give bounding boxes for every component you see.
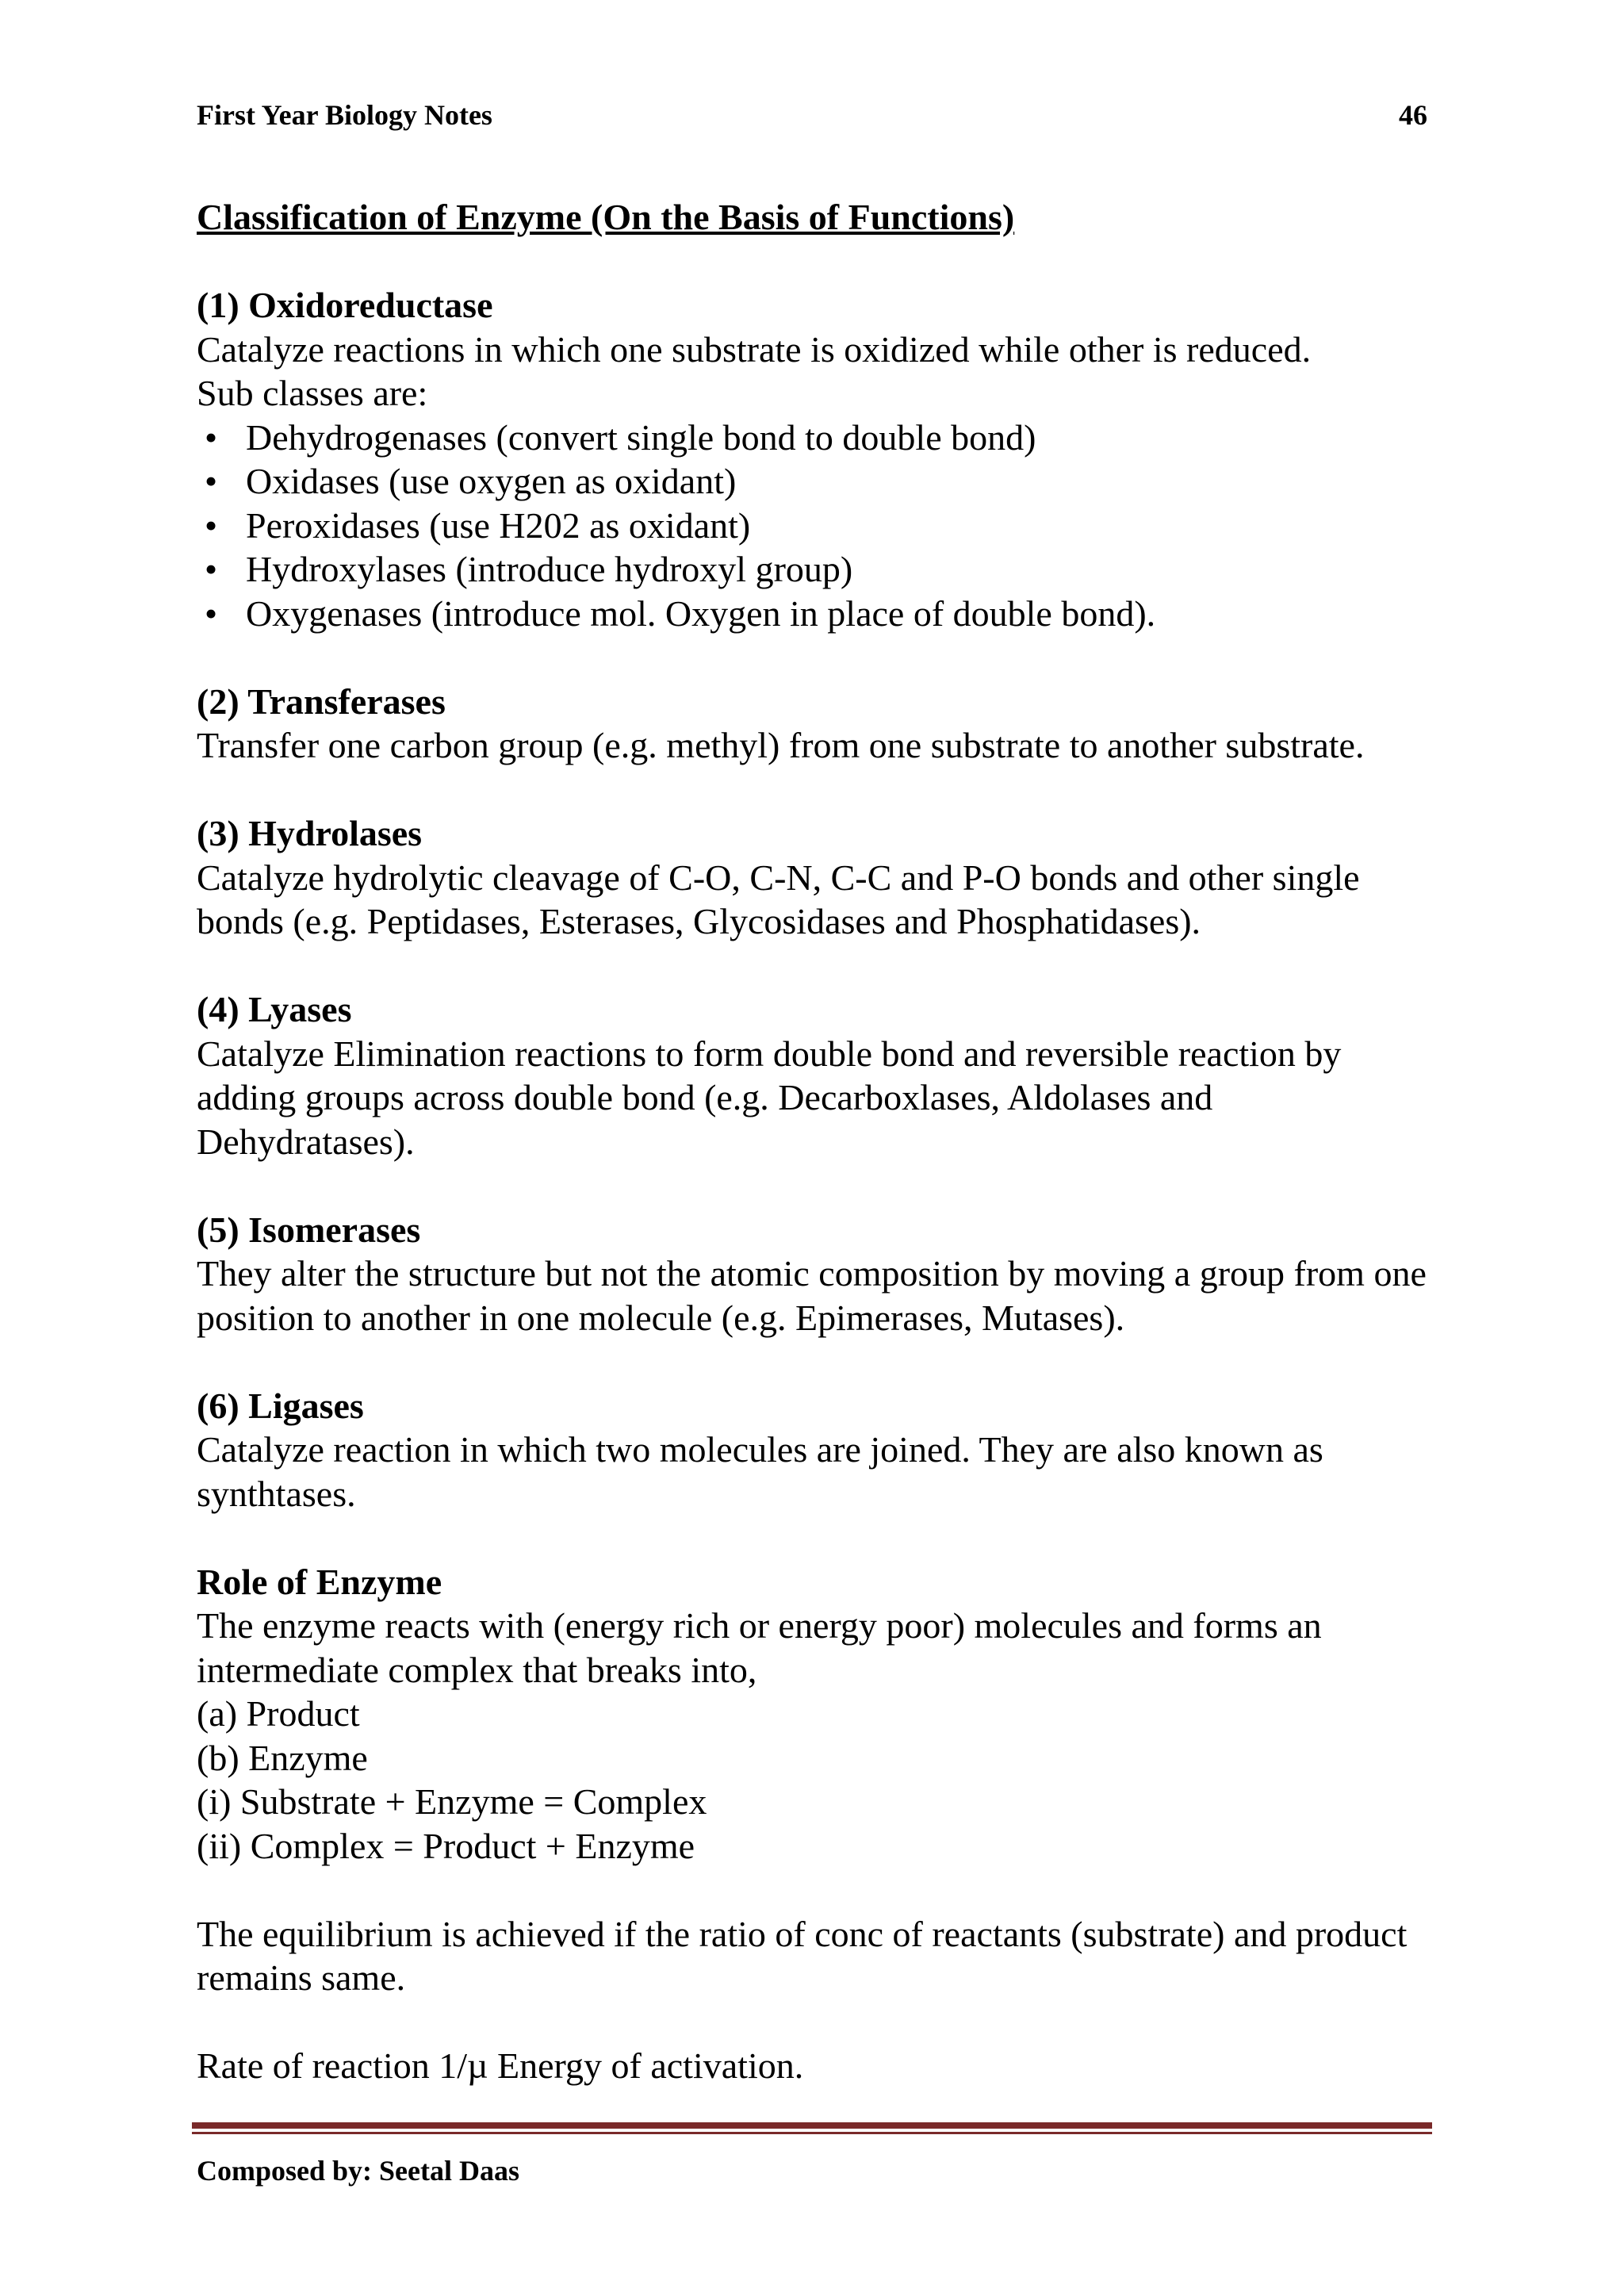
section-text: Catalyze reactions in which one substrate is oxidized while other is reduced.: [197, 328, 1312, 370]
list-item: • Oxidases (use oxygen as oxidant): [197, 459, 1434, 504]
role-line: (b) Enzyme: [197, 1737, 368, 1778]
section-title: Classification of Enzyme (On the Basis of Functions): [197, 197, 1015, 237]
header-title: First Year Biology Notes: [197, 99, 492, 131]
footer-author: Composed by: Seetal Daas: [197, 2155, 520, 2187]
section-heading: (6) Ligases: [197, 1385, 364, 1426]
section-heading: (3) Hydrolases: [197, 813, 423, 853]
subclasses-label: Sub classes are:: [197, 373, 428, 413]
section-role-of-enzyme: [197, 1560, 1434, 1869]
page-content: [197, 195, 1434, 2132]
section-text: Transfer one carbon group (e.g. methyl) from one substrate to another substrate.: [197, 725, 1365, 765]
section-ligases: [197, 1384, 1434, 1516]
footer-divider-thin: [192, 2132, 1432, 2134]
list-item: • Hydroxylases (introduce hydroxyl group): [197, 547, 1434, 592]
list-item: • Peroxidases (use H202 as oxidant): [197, 504, 1434, 548]
section-heading: (5) Isomerases: [197, 1209, 421, 1250]
section-heading: Role of Enzyme: [197, 1561, 442, 1602]
section-text: Catalyze reaction in which two molecules are joined. They are also known as synthtases.: [197, 1429, 1323, 1514]
section-heading: (4) Lyases: [197, 989, 352, 1029]
paragraph-text: The equilibrium is achieved if the ratio of conc of reactants (substrate) and product remains same.: [197, 1913, 1408, 1998]
paragraph-text: Rate of reaction 1/µ Energy of activation.: [197, 2045, 804, 2086]
role-line: (i) Substrate + Enzyme = Complex: [197, 1781, 707, 1822]
section-text: Catalyze Elimination reactions to form double bond and reversible reaction by adding groups across double bond (e.g. Decarboxlases, Aldolases and Dehydratases).: [197, 1033, 1342, 1162]
rate-paragraph: [197, 2044, 1434, 2088]
section-isomerases: [197, 1208, 1434, 1340]
role-line: (a) Product: [197, 1693, 360, 1734]
subclass-list: [197, 416, 1434, 636]
section-text: The enzyme reacts with (energy rich or energy poor) molecules and forms an intermediate complex that breaks into,: [197, 1605, 1322, 1690]
list-item: • Oxygenases (introduce mol. Oxygen in place of double bond).: [197, 592, 1434, 636]
list-item: • Dehydrogenases (convert single bond to double bond): [197, 416, 1434, 460]
footer-divider: [192, 2122, 1432, 2129]
section-text: Catalyze hydrolytic cleavage of C-O, C-N, C-C and P-O bonds and other single bonds (e.g. Peptidases, Esterases, Glycosidases and Phosphatidases).: [197, 857, 1360, 941]
equilibrium-paragraph: [197, 1912, 1434, 2000]
section-transferases: [197, 680, 1434, 768]
role-line: (ii) Complex = Product + Enzyme: [197, 1825, 695, 1866]
section-text: They alter the structure but not the atomic composition by moving a group from one position to another in one molecule (e.g. Epimerases, Mutases).: [197, 1253, 1427, 1338]
section-lyases: [197, 987, 1434, 1163]
section-heading: (1) Oxidoreductase: [197, 285, 493, 325]
section-hydrolases: [197, 811, 1434, 944]
section-oxidoreductase: [197, 283, 1434, 635]
page-number: 46: [1399, 99, 1427, 131]
section-heading: (2) Transferases: [197, 680, 446, 722]
